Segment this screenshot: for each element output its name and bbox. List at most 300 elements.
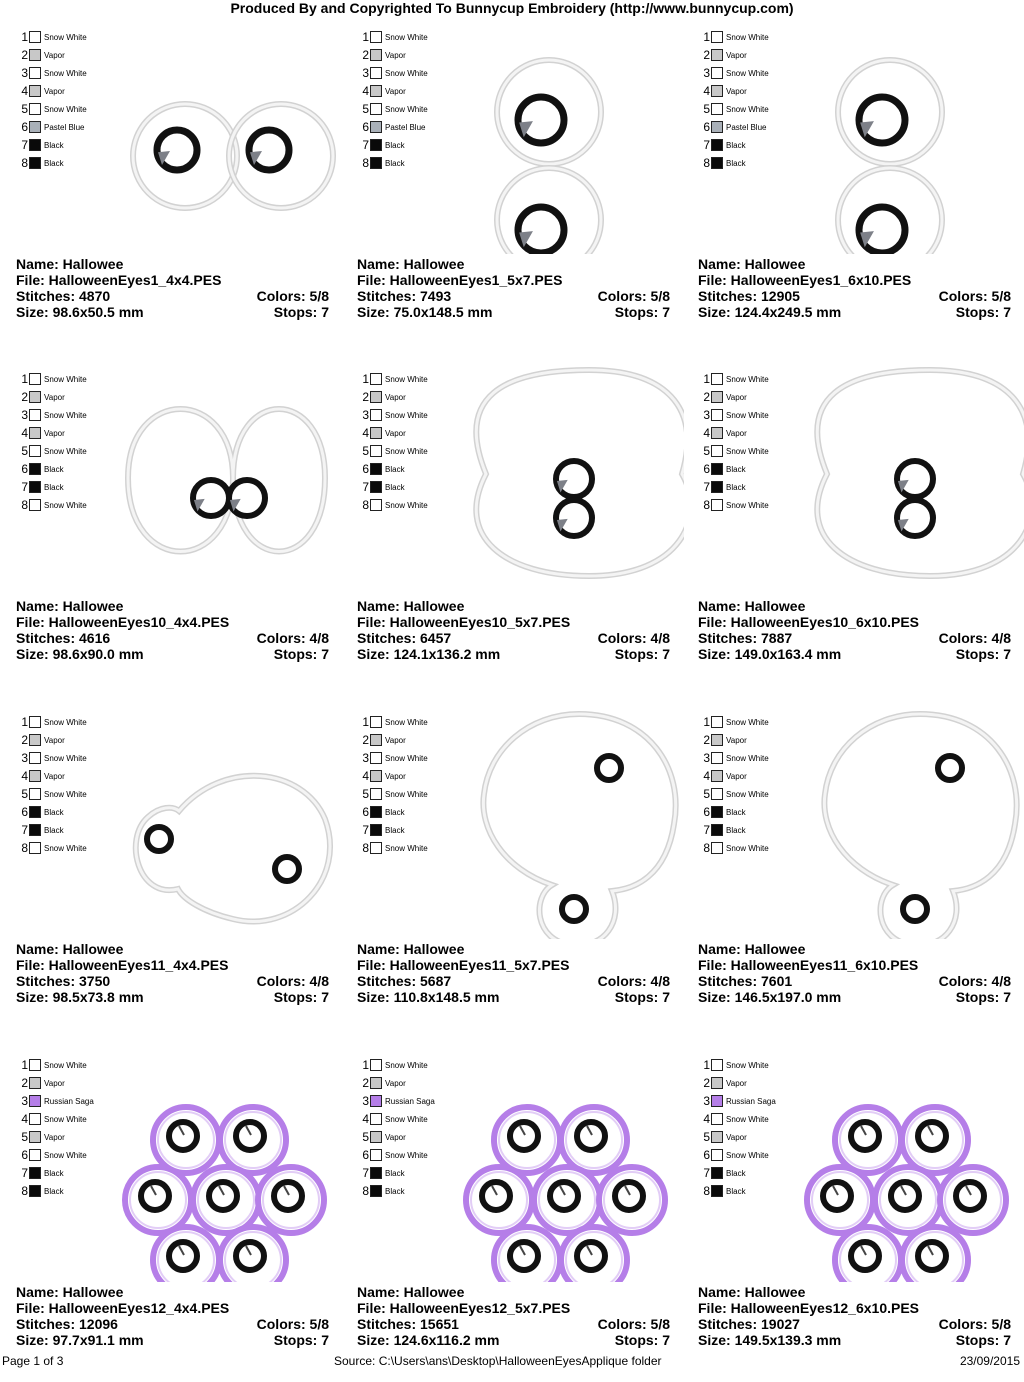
design-preview: [444, 366, 684, 596]
thread-number: 1: [703, 1058, 710, 1072]
thread-swatch: [370, 481, 382, 493]
thread-name: Vapor: [385, 771, 406, 781]
design-preview: [444, 24, 684, 254]
thread-swatch: [711, 716, 723, 728]
thread-number: 7: [21, 480, 28, 494]
design-info: [16, 1284, 329, 1348]
thread-number: 1: [21, 715, 28, 729]
thread-name: Vapor: [385, 86, 406, 96]
thread-row: [696, 370, 769, 388]
thread-number: 4: [21, 84, 28, 98]
stitch-count: Stitches: 15651: [357, 1316, 459, 1332]
thread-name: Snow White: [726, 410, 769, 420]
thread-row: [14, 803, 87, 821]
thread-swatch: [29, 67, 41, 79]
thread-number: 4: [362, 769, 369, 783]
thread-name: Snow White: [726, 446, 769, 456]
thread-row: [355, 460, 428, 478]
thread-row: [14, 767, 87, 785]
thread-number: 1: [21, 372, 28, 386]
thread-row: [696, 46, 769, 64]
thread-number: 7: [362, 480, 369, 494]
thread-row: [355, 1110, 435, 1128]
thread-swatch: [29, 1095, 41, 1107]
design-name: Name: Hallowee: [16, 941, 124, 957]
thread-swatch: [370, 1185, 382, 1197]
design-card: [8, 1052, 338, 1382]
design-name: Name: Hallowee: [357, 1284, 465, 1300]
thread-number: 3: [21, 66, 28, 80]
thread-number: 3: [703, 751, 710, 765]
thread-swatch: [711, 463, 723, 475]
thread-name: Snow White: [44, 789, 87, 799]
thread-swatch: [370, 499, 382, 511]
thread-number: 1: [362, 715, 369, 729]
design-size: Size: 98.6x90.0 mm: [16, 646, 144, 662]
thread-name: Black: [726, 482, 746, 492]
thread-row: [355, 1128, 435, 1146]
thread-name: Black: [44, 1168, 64, 1178]
thread-name: Vapor: [44, 428, 65, 438]
thread-swatch: [29, 716, 41, 728]
thread-row: [14, 154, 87, 172]
thread-swatch: [29, 481, 41, 493]
thread-number: 3: [21, 751, 28, 765]
design-info: [698, 598, 1011, 662]
thread-swatch: [711, 85, 723, 97]
thread-number: 3: [703, 66, 710, 80]
thread-name: Snow White: [44, 753, 87, 763]
thread-swatch: [370, 1149, 382, 1161]
pupil-1: [510, 1122, 538, 1150]
thread-name: Vapor: [44, 1078, 65, 1088]
thread-name: Snow White: [385, 753, 428, 763]
color-count: Colors: 5/8: [597, 288, 670, 304]
thread-number: 7: [703, 480, 710, 494]
pupil-3: [482, 1182, 510, 1210]
thread-number: 3: [703, 1094, 710, 1108]
thread-row: [696, 154, 769, 172]
thread-row: [355, 154, 428, 172]
thread-number: 6: [362, 805, 369, 819]
thread-name: Snow White: [44, 410, 87, 420]
design-preview: [785, 709, 1024, 939]
thread-row: [696, 1182, 776, 1200]
thread-number: 2: [21, 390, 28, 404]
thread-swatch: [711, 770, 723, 782]
thread-swatch: [711, 445, 723, 457]
thread-name: Snow White: [726, 1114, 769, 1124]
thread-number: 5: [703, 1130, 710, 1144]
thread-number: 8: [21, 1184, 28, 1198]
design-preview: [444, 1052, 684, 1282]
thread-name: Black: [726, 1186, 746, 1196]
thread-number: 4: [362, 84, 369, 98]
thread-name: Black: [726, 825, 746, 835]
thread-name: Snow White: [44, 104, 87, 114]
thread-name: Snow White: [44, 32, 87, 42]
thread-name: Black: [385, 1168, 405, 1178]
thread-row: [355, 821, 428, 839]
thread-name: Vapor: [385, 428, 406, 438]
thread-row: [355, 46, 428, 64]
thread-row: [696, 118, 769, 136]
design-preview: [444, 709, 684, 939]
design-info: [16, 256, 329, 320]
thread-swatch: [29, 842, 41, 854]
design-size: Size: 124.4x249.5 mm: [698, 304, 842, 320]
thread-row: [14, 370, 87, 388]
thread-row: [14, 100, 87, 118]
thread-name: Black: [726, 158, 746, 168]
thread-row: [355, 424, 428, 442]
thread-name: Snow White: [385, 1150, 428, 1160]
thread-swatch: [370, 1095, 382, 1107]
thread-swatch: [370, 734, 382, 746]
stitch-count: Stitches: 12096: [16, 1316, 118, 1332]
design-preview: [103, 24, 343, 254]
thread-name: Snow White: [44, 1114, 87, 1124]
thread-row: [355, 713, 428, 731]
thread-number: 5: [21, 787, 28, 801]
design-card: [349, 709, 679, 1039]
pupil-4: [550, 1182, 578, 1210]
thread-name: Russian Saga: [726, 1096, 776, 1106]
thread-row: [14, 1056, 94, 1074]
thread-swatch: [29, 1149, 41, 1161]
stitch-count: Stitches: 5687: [357, 973, 452, 989]
thread-row: [696, 100, 769, 118]
thread-row: [14, 64, 87, 82]
thread-name: Snow White: [385, 789, 428, 799]
thread-row: [14, 46, 87, 64]
thread-swatch: [370, 31, 382, 43]
design-card: [690, 709, 1020, 1039]
thread-number: 3: [362, 751, 369, 765]
thread-number: 6: [703, 1148, 710, 1162]
eyes-outline: [128, 409, 325, 552]
thread-number: 6: [362, 1148, 369, 1162]
color-count: Colors: 4/8: [597, 630, 670, 646]
stop-count: Stops: 7: [955, 304, 1011, 320]
thread-list: [696, 370, 769, 514]
thread-row: [355, 28, 428, 46]
design-size: Size: 98.5x73.8 mm: [16, 989, 144, 1005]
thread-name: Black: [44, 482, 64, 492]
thread-number: 3: [703, 408, 710, 422]
thread-swatch: [370, 1059, 382, 1071]
design-file: File: HalloweenEyes1_6x10.PES: [698, 272, 912, 288]
stop-count: Stops: 7: [273, 1332, 329, 1348]
color-count: Colors: 5/8: [938, 288, 1011, 304]
color-count: Colors: 4/8: [938, 973, 1011, 989]
design-size: Size: 110.8x148.5 mm: [357, 989, 500, 1005]
thread-row: [355, 767, 428, 785]
page-number: Page 1 of 3: [2, 1354, 64, 1368]
pupil-large: [275, 857, 299, 881]
thread-name: Black: [44, 158, 64, 168]
thread-row: [696, 1074, 776, 1092]
thread-row: [696, 821, 769, 839]
thread-swatch: [711, 1185, 723, 1197]
stitch-count: Stitches: 4616: [16, 630, 111, 646]
design-size: Size: 149.0x163.4 mm: [698, 646, 842, 662]
thread-number: 4: [703, 1112, 710, 1126]
thread-swatch: [29, 139, 41, 151]
design-card: [349, 24, 679, 354]
thread-swatch: [29, 770, 41, 782]
thread-number: 8: [21, 156, 28, 170]
pupil-4: [891, 1182, 919, 1210]
thread-swatch: [711, 67, 723, 79]
stitch-count: Stitches: 7493: [357, 288, 452, 304]
thread-name: Snow White: [44, 1150, 87, 1160]
thread-number: 8: [703, 156, 710, 170]
thread-row: [355, 478, 428, 496]
thread-row: [696, 767, 769, 785]
thread-swatch: [370, 788, 382, 800]
pupil-bottom: [518, 207, 564, 253]
pupil-top: [556, 461, 592, 497]
thread-swatch: [29, 824, 41, 836]
thread-number: 7: [703, 1166, 710, 1180]
thread-number: 4: [21, 426, 28, 440]
thread-swatch: [370, 67, 382, 79]
thread-number: 4: [703, 769, 710, 783]
design-name: Name: Hallowee: [698, 256, 806, 272]
thread-swatch: [29, 1167, 41, 1179]
thread-number: 4: [21, 769, 28, 783]
thread-swatch: [29, 391, 41, 403]
color-count: Colors: 4/8: [256, 630, 329, 646]
thread-number: 5: [21, 1130, 28, 1144]
thread-swatch: [711, 1149, 723, 1161]
thread-row: [696, 82, 769, 100]
thread-list: [14, 713, 87, 857]
thread-row: [14, 1128, 94, 1146]
thread-name: Snow White: [726, 374, 769, 384]
thread-name: Black: [726, 1168, 746, 1178]
thread-number: 7: [362, 823, 369, 837]
thread-name: Vapor: [726, 392, 747, 402]
design-preview: [103, 709, 343, 939]
thread-number: 7: [21, 138, 28, 152]
design-file: File: HalloweenEyes10_4x4.PES: [16, 614, 230, 630]
thread-number: 2: [362, 48, 369, 62]
thread-number: 8: [21, 498, 28, 512]
thread-swatch: [711, 752, 723, 764]
thread-row: [696, 1056, 776, 1074]
thread-name: Snow White: [726, 717, 769, 727]
pupil-top: [518, 97, 564, 143]
thread-swatch: [29, 85, 41, 97]
thread-swatch: [711, 139, 723, 151]
thread-swatch: [370, 824, 382, 836]
thread-number: 7: [703, 823, 710, 837]
thread-row: [696, 478, 769, 496]
color-count: Colors: 5/8: [256, 1316, 329, 1332]
source-path: Source: C:\Users\ans\Desktop\HalloweenEyesApplique folder: [334, 1354, 662, 1368]
stop-count: Stops: 7: [273, 304, 329, 320]
stitch-count: Stitches: 19027: [698, 1316, 800, 1332]
thread-row: [696, 1092, 776, 1110]
thread-number: 8: [362, 498, 369, 512]
thread-row: [696, 388, 769, 406]
thread-swatch: [370, 716, 382, 728]
pupil-1: [851, 1122, 879, 1150]
color-count: Colors: 4/8: [256, 973, 329, 989]
thread-number: 2: [703, 1076, 710, 1090]
thread-row: [14, 460, 87, 478]
thread-swatch: [370, 427, 382, 439]
thread-list: [355, 28, 428, 172]
thread-name: Pastel Blue: [726, 122, 767, 132]
thread-number: 8: [703, 1184, 710, 1198]
design-preview: [103, 1052, 343, 1282]
thread-number: 8: [362, 1184, 369, 1198]
thread-swatch: [370, 1077, 382, 1089]
thread-row: [14, 1110, 94, 1128]
thread-name: Vapor: [44, 50, 65, 60]
thread-swatch: [711, 788, 723, 800]
design-size: Size: 146.5x197.0 mm: [698, 989, 842, 1005]
thread-number: 8: [703, 841, 710, 855]
thread-name: Vapor: [385, 1132, 406, 1142]
page-footer: [0, 1354, 1024, 1370]
thread-name: Vapor: [385, 1078, 406, 1088]
thread-swatch: [29, 1113, 41, 1125]
thread-row: [355, 496, 428, 514]
thread-row: [355, 442, 428, 460]
thread-name: Vapor: [44, 1132, 65, 1142]
thread-number: 3: [21, 408, 28, 422]
stop-count: Stops: 7: [614, 1332, 670, 1348]
thread-swatch: [370, 49, 382, 61]
pupil-1: [169, 1122, 197, 1150]
thread-number: 6: [21, 120, 28, 134]
thread-number: 2: [362, 1076, 369, 1090]
thread-swatch: [711, 409, 723, 421]
thread-row: [14, 388, 87, 406]
thread-name: Vapor: [726, 735, 747, 745]
thread-row: [355, 406, 428, 424]
pupil-2: [577, 1122, 605, 1150]
design-info: [698, 941, 1011, 1005]
stitch-count: Stitches: 6457: [357, 630, 452, 646]
design-size: Size: 149.5x139.3 mm: [698, 1332, 842, 1348]
thread-name: Vapor: [726, 1132, 747, 1142]
design-info: [16, 941, 329, 1005]
stitch-count: Stitches: 4870: [16, 288, 111, 304]
design-size: Size: 98.6x50.5 mm: [16, 304, 144, 320]
design-size: Size: 97.7x91.1 mm: [16, 1332, 144, 1348]
thread-row: [14, 749, 87, 767]
thread-name: Snow White: [44, 446, 87, 456]
thread-name: Black: [385, 825, 405, 835]
thread-number: 3: [362, 408, 369, 422]
thread-number: 7: [703, 138, 710, 152]
thread-number: 1: [21, 30, 28, 44]
thread-name: Snow White: [726, 1150, 769, 1160]
print-date: 23/09/2015: [959, 1354, 1020, 1368]
thread-row: [14, 785, 87, 803]
thread-row: [14, 406, 87, 424]
thread-name: Snow White: [44, 717, 87, 727]
thread-name: Snow White: [385, 717, 428, 727]
thread-swatch: [29, 499, 41, 511]
pupil-left: [193, 480, 229, 516]
thread-swatch: [370, 373, 382, 385]
thread-swatch: [29, 806, 41, 818]
thread-number: 1: [703, 30, 710, 44]
thread-list: [696, 28, 769, 172]
thread-row: [14, 442, 87, 460]
design-name: Name: Hallowee: [16, 1284, 124, 1300]
thread-swatch: [29, 373, 41, 385]
thread-swatch: [29, 1185, 41, 1197]
design-info: [357, 598, 670, 662]
thread-name: Vapor: [726, 428, 747, 438]
thread-name: Snow White: [726, 68, 769, 78]
thread-number: 4: [362, 1112, 369, 1126]
thread-list: [355, 370, 428, 514]
thread-row: [355, 749, 428, 767]
thread-number: 7: [362, 138, 369, 152]
thread-row: [14, 28, 87, 46]
thread-number: 6: [21, 1148, 28, 1162]
thread-name: Pastel Blue: [44, 122, 85, 132]
design-file: File: HalloweenEyes1_5x7.PES: [357, 272, 563, 288]
design-preview: [103, 366, 343, 596]
thread-row: [696, 1110, 776, 1128]
thread-swatch: [29, 752, 41, 764]
thread-name: Black: [44, 464, 64, 474]
thread-swatch: [711, 1059, 723, 1071]
design-card: [8, 366, 338, 696]
design-name: Name: Hallowee: [16, 256, 124, 272]
thread-name: Black: [44, 807, 64, 817]
design-name: Name: Hallowee: [357, 598, 465, 614]
design-file: File: HalloweenEyes11_4x4.PES: [16, 957, 229, 973]
thread-row: [14, 1092, 94, 1110]
thread-swatch: [29, 103, 41, 115]
design-file: File: HalloweenEyes12_4x4.PES: [16, 1300, 230, 1316]
design-card: [690, 366, 1020, 696]
design-file: File: HalloweenEyes12_5x7.PES: [357, 1300, 571, 1316]
stop-count: Stops: 7: [273, 989, 329, 1005]
thread-name: Black: [385, 482, 405, 492]
thread-name: Snow White: [385, 1114, 428, 1124]
thread-number: 5: [703, 444, 710, 458]
thread-row: [355, 1056, 435, 1074]
design-info: [357, 1284, 670, 1348]
thread-number: 5: [703, 102, 710, 116]
thread-name: Russian Saga: [44, 1096, 94, 1106]
thread-row: [696, 64, 769, 82]
thread-row: [696, 713, 769, 731]
thread-number: 6: [703, 120, 710, 134]
thread-swatch: [711, 734, 723, 746]
thread-list: [14, 1056, 94, 1200]
thread-name: Snow White: [385, 374, 428, 384]
thread-swatch: [711, 49, 723, 61]
design-file: File: HalloweenEyes10_6x10.PES: [698, 614, 920, 630]
thread-row: [696, 496, 769, 514]
thread-swatch: [29, 788, 41, 800]
design-file: File: HalloweenEyes1_4x4.PES: [16, 272, 222, 288]
thread-number: 4: [703, 84, 710, 98]
thread-number: 2: [703, 390, 710, 404]
